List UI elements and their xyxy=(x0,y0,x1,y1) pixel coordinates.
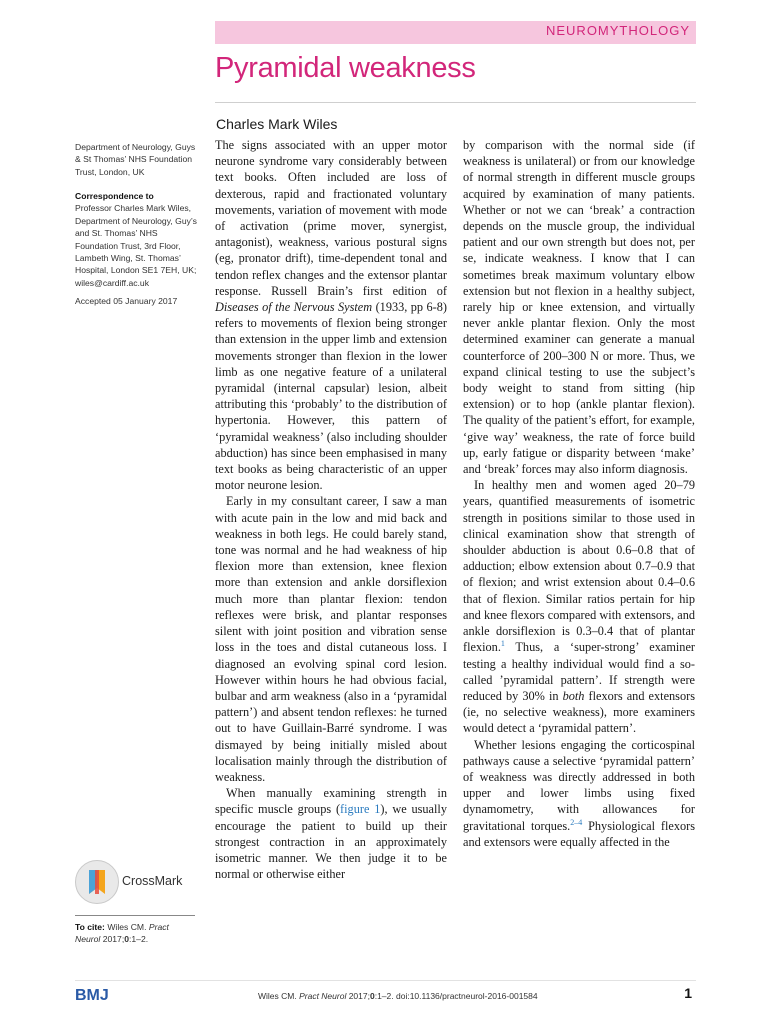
footer-year: 2017; xyxy=(346,991,370,1001)
footer-divider xyxy=(75,980,696,981)
paragraph: Early in my consultant career, I saw a man with acute pain in the low and mid back and weakness in both legs. He could barely stand, tone was normal and he had weakness of hip flexion more than extension, knee flexion more than extension and ankle dorsiflexion much more than plantar flexion: tendon reflexes were brisk, and plantar responses silent with joint position and vibration sense loss in the toes and distal cutaneous loss. I diagnosed an evolving spinal cord lesion. However within hours he had obvious facial, bulbar and arm weakness (also in a ‘pyramidal pattern’) and absent tendon reflexes: he turned out to have Guillain-Barré syndrome. I was dismayed by being initially misled about localisation mainly through the distribution of weakness. xyxy=(215,494,447,784)
cite-pages: :1–2. xyxy=(129,934,149,945)
author-name: Charles Mark Wiles xyxy=(216,116,338,132)
cite-journal: Pract Neurol xyxy=(75,922,169,945)
reference-link[interactable]: 2–4 xyxy=(570,817,583,827)
body-column-1 xyxy=(215,137,447,882)
book-title: Diseases of the Nervous System xyxy=(215,300,373,315)
paragraph xyxy=(463,737,695,850)
cite-label: To cite: xyxy=(75,922,105,932)
text-run: Whether lesions engaging the corticospinal pathways cause a selective ‘pyramidal pattern’ of weakness was directly addressed in both upper and lower limbs using fixed dynamometry, with allowances for gravitational torques. xyxy=(463,737,695,833)
reference-link[interactable]: 1 xyxy=(500,639,505,649)
correspondence-address: Professor Charles Mark Wiles, Department of Neurology, Guy’s and St. Thomas’ NHS Foundation Trust, 3rd Floor, Lambeth Wing, St. Thomas’ Hospital, London SE1 7EH, UK; wiles@cardiff.ac.uk xyxy=(75,203,197,288)
paragraph xyxy=(215,137,447,493)
text-run: Physiological flexors and extensors were equally affected in the xyxy=(463,818,695,849)
paragraph: by comparison with the normal side (if weakness is unilateral) or from our knowledge of normal strength in different muscle groups acquired by examination of many patients. Whether or not we can ‘break’ a contraction depends on the muscle group, the individual patient and our own strength but does not, per se, indicate weakness. I know that I can sometimes break maximum voluntary elbow extension but not flexion in a healthy subject, rarely hip or knee extension, and virtually never ankle plantar flexion. Only the most determined examiner can generate a manual counterforce of 200–300 N or more. Thus, we expand clinical testing to use the subject’s body weight to stand from sitting (hip extension) or to hop (ankle plantar flexion). The quality of the patient’s effort, for example, ‘give way’ weakness, the rate of force build up, early fatigue or disparity between ‘make’ and ‘break’ forces may also inform diagnosis. xyxy=(463,138,695,477)
footer-doi: :1–2. doi:10.1136/practneurol-2016-001584 xyxy=(374,991,538,1001)
footer-author: Wiles CM. xyxy=(258,991,300,1001)
bmj-logo: BMJ xyxy=(75,987,109,1004)
footer-journal: Pract Neurol xyxy=(299,991,347,1001)
text-run: In healthy men and women aged 20–79 years, quantified measurements of isometric strength in positions similar to those used in clinical examination show that strength of shoulder abduction is about 0.6–0.8 that of adduction; elbow extension about 0.7–0.9 that of flexion; and wrist extension about 0.4–0.6 that of flexion. Similar ratios pertain for hip and knee flexors compared with extensors, and ankle dorsiflexion is 0.3–0.4 that of plantar flexion. xyxy=(463,478,695,655)
correspondence-label: Correspondence to xyxy=(75,191,154,201)
figure-link[interactable]: figure 1 xyxy=(340,802,381,817)
paragraph xyxy=(463,477,695,736)
text-run: flexors and extensors (ie, no selective weakness), more examiners would detect a ‘pyramidal pattern’. xyxy=(463,688,695,736)
article-title: Pyramidal weakness xyxy=(215,52,476,84)
section-label: NEUROMYTHOLOGY xyxy=(545,23,690,38)
citation-box xyxy=(75,915,195,946)
crossmark-label: CrossMark xyxy=(122,874,183,888)
footer-volume: 0 xyxy=(369,991,375,1001)
crossmark-icon xyxy=(75,860,119,904)
cite-year: 2017; xyxy=(102,934,125,945)
text-run: The signs associated with an upper motor neurone syndrome vary considerably between text books. Often included are loss of dexterous, rapid and fractionated voluntary movements, variation of movement with mode of activation (prime mover, synergist, antagonist), weakness, various postural signs (eg, pronator drift), time-dependent tonal and tendon reflex changes and the extensor plantar response. Russell Brain’s first edition of xyxy=(215,138,447,298)
text-run: (1933, pp 6-8) refers to movements of flexion being stronger than extension in the upper limb and extension movements stronger than flexion in the lower limb as one negative feature of a unilateral pyramidal (internal capsular) lesion, albeit attributing this ‘probably’ to the distribution of hypertonia. However, this pattern of ‘pyramidal weakness’ (also including shoulder abduction) has since been emphasised in many text books as being characteristic of an upper motor neurone lesion. xyxy=(215,300,447,493)
cite-volume: 0 xyxy=(124,934,130,945)
text-run: When manually examining strength in specific muscle groups ( xyxy=(215,786,447,817)
affiliation: Department of Neurology, Guys & St Thomas’ NHS Foundation Trust, London, UK xyxy=(75,142,196,177)
page-number: 1 xyxy=(684,985,692,1001)
correspondence xyxy=(75,190,200,289)
accepted-date: Accepted 05 January 2017 xyxy=(75,296,178,306)
title-divider xyxy=(215,102,696,103)
emphasis: both xyxy=(562,688,585,703)
footer-citation xyxy=(258,991,538,1001)
cite-author: Wiles CM. xyxy=(107,922,147,932)
text-run: Thus, a ‘super-strong’ examiner testing a healthy individual would find a so-called ’pyramidal pattern’. If strength were reduced by 30% in xyxy=(463,640,695,703)
body-column-2 xyxy=(463,137,695,850)
paragraph xyxy=(215,785,447,882)
text-run: ), we usually encourage the patient to build up their strongest contraction in an approximately isometric manner. We then judge it to be normal or otherwise either xyxy=(215,802,447,882)
crossmark-badge[interactable] xyxy=(75,860,205,906)
